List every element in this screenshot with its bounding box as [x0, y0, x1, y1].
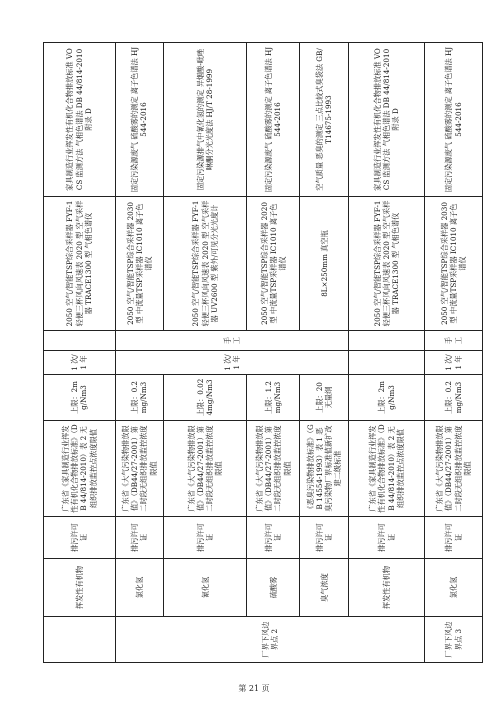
standard-cell: 《恶臭污染物排放标准》（GB 14554-1993）表 1 恶臭污染物厂界标准值新扩改建二级标准 [300, 421, 349, 517]
instrument-cell: 2050 空气/智能TSP综合采样器 2020 型 中流量TSP采样器 IC1010 离子色谱仪 [247, 197, 300, 331]
method-cell: 家具制造行业挥发性有机化合物排放标准 VOCS 监测方法 气相色谱法 DB 44/814-2010 附录 D [44, 43, 116, 197]
freq-cell: 1 次/1 年 [425, 351, 483, 375]
item-cell: 挥发性有机物 [44, 559, 116, 617]
boundary-point-2: 厂界下风边界点 2 [115, 617, 425, 663]
limit-cell: 上限：1.2mg/Nm3 [247, 375, 300, 421]
limit-cell: 上限：0.2mg/Nm3 [425, 375, 483, 421]
instrument-cell: 2050 空气/智能TSP综合采样器 FYF-1 轻便三杯风向风速表 2020 型 空气采样器 TRACE1300 型 气相色谱仪 [348, 197, 424, 331]
limit-cell: 上限：0.2mg/Nm3 [115, 375, 164, 421]
license-cell: 排污许可证 [348, 517, 424, 559]
license-cell: 排污许可证 [425, 517, 483, 559]
instrument-cell: 2050 空气/智能TSP综合采样器 2030 型 中流量TSP采样器 IC1010 离子色谱仪 [425, 197, 483, 331]
instrument-cell: 8L×250mm 真空瓶 [300, 197, 349, 331]
instrument-cell: 2050 空气/智能TSP综合采样器 FYF-1 轻便三杯风向风速表 2020 型 空气采样器 UV2600 型 紫外/可见分光光度计 [164, 197, 247, 331]
point-cell [44, 617, 116, 663]
item-cell: 臭气浓度 [300, 559, 349, 617]
item-cell: 氰化氢 [164, 559, 247, 617]
standard-cell: 广东省《大气污染物排放限值》（DB44/27-2001）第二时段无组织排放监控浓度限值 [425, 421, 483, 517]
table-row [425, 43, 483, 663]
freq-cell [348, 351, 424, 375]
boundary-point-3: 厂界下风边界点 3 [425, 617, 483, 663]
method-cell: 空气质量 恶臭的测定 三点比较式臭袋法 GB/T14675-1993 [300, 43, 349, 197]
method-cell: 固定污染源废气 硫酸雾的测定 离子色谱法 HJ544-2016 [247, 43, 300, 197]
license-cell: 排污许可证 [300, 517, 349, 559]
freq-cell: 1 次/1 年 [44, 351, 116, 375]
standard-cell: 广东省《家具制造行业挥发性有机化合物排放标准》（DB 44/814-2010）表 2 无组织排放监控点浓度限值 [44, 421, 116, 517]
table-row [348, 43, 424, 663]
limit-cell: 上限：2mg/Nm3 [44, 375, 116, 421]
table-row [44, 43, 116, 663]
item-cell: 硫酸雾 [247, 559, 300, 617]
monitoring-table [43, 42, 483, 663]
license-cell: 排污许可证 [164, 517, 247, 559]
freq-cell: 1 次/1 年 [115, 351, 348, 375]
page-number: 第 21 页 [238, 684, 270, 693]
limit-cell: 上限：20 无量纲 [300, 375, 349, 421]
table-row [115, 43, 164, 663]
manual-cell [44, 331, 116, 351]
standard-cell: 广东省《大气污染物排放限值》（DB44/27-2001）第二时段无组织排放监控浓度限值 [247, 421, 300, 517]
rotated-table-wrapper [43, 43, 483, 663]
item-cell: 氯化氢 [425, 559, 483, 617]
instrument-cell: 2050 空气/智能TSP综合采样器 FYF-1 轻便三杯风向风速表 2020 型 空气采样器 TRACE1300 型 气相色谱仪 [44, 197, 116, 331]
manual-cell: 手工 [425, 331, 483, 351]
standard-cell: 广东省《大气污染物排放限值》（DB44/27-2001）第二时段无组织排放监控浓度限值 [164, 421, 247, 517]
license-cell: 排污许可证 [115, 517, 164, 559]
license-cell: 排污许可证 [247, 517, 300, 559]
method-cell: 家具制造行业挥发性有机化合物排放标准 VOCS 监测方法 气相色谱法 DB 44/814-2010 附录 D [348, 43, 424, 197]
limit-cell: 上限：0.024mg/Nm3 [164, 375, 247, 421]
manual-cell [348, 331, 424, 351]
method-cell: 固定污染源废气 硫酸雾的测定 离子色谱法 HJ544-2016 [425, 43, 483, 197]
standard-cell: 广东省《家具制造行业挥发性有机化合物排放标准》（DB 44/814-2010）表 2 无组织排放监控点浓度限值 [348, 421, 424, 517]
instrument-cell: 2050 空气/智能TSP综合采样器 2030 型 中流量TSP采样器 IC1010 离子色谱仪 [115, 197, 164, 331]
method-cell: 固定污染源废气 硫酸雾的测定 离子色谱法 HJ544-2016 [115, 43, 164, 197]
item-cell: 挥发性有机物 [348, 559, 424, 617]
limit-cell: 上限：2mg/Nm3 [348, 375, 424, 421]
manual-cell: 手工 [115, 331, 348, 351]
license-cell: 排污许可证 [44, 517, 116, 559]
standard-cell: 广东省《大气污染物排放限值》（DB44/27-2001）第二时段无组织排放监控浓度限值 [115, 421, 164, 517]
item-cell: 氯化氢 [115, 559, 164, 617]
method-cell: 固定污染源排气中氰化氢的测定 异烟酸-吡唑啉酮分光光度法 HJ/T 28-1999 [164, 43, 247, 197]
